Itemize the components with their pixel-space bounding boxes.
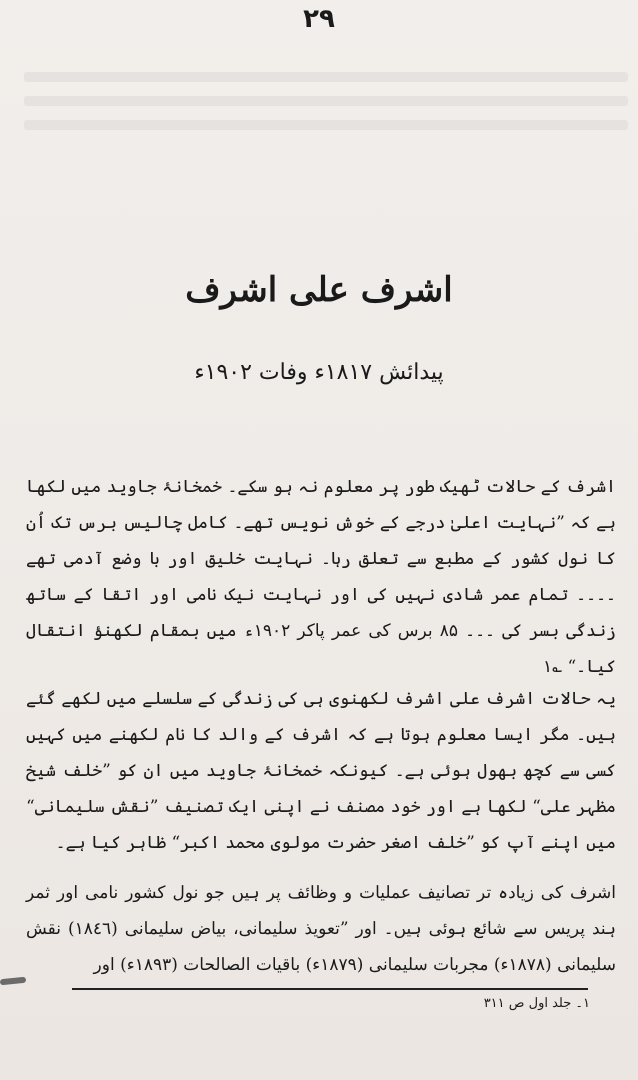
bleed-through-text [24,96,628,106]
footnote: ١۔ جلد اول ص ٣١١ [483,996,590,1011]
ink-mark [0,977,26,986]
page-number: ٢٩ [303,4,335,34]
footnote-divider [72,988,588,990]
bleed-through-text [24,120,628,130]
birth-death-dates: پیدائش ١٨١٧ء وفات ١٩٠٢ء [194,360,444,385]
paragraph-3: اشرف کی زیادہ تر تصانیف عملیات و وظائف پر ہیں جو نول کشور نامی اور ثمر ہند پریس سے شائع ہوئی ہیں۔ اور ”تعویذ سلیمانی، بیاض سلیمانی (١٨٤٦) نقش سلیمانی (١٨٧٨ء) مجربات سلیمانی (١٨٧٩ء) باقیات الصالحات (١٨٩٣ء) اور [26,883,616,975]
paragraph-2: یہ حالات اشرف علی اشرف لکھنوی ہی کی زندگی کے سلسلے میں لکھے گئے ہیں۔ مگر ایسا معلوم ہوتا ہے کہ اشرف کے والد کا نام لکھنے میں کہیں کسی سے کچھ بھول ہوئی ہے۔ کیونکہ خمخانۂ جاوید میں ان کو ”خلف شیخ مظہر علی“ لکھا ہے اور خود مصنف نے اپنی ایک تصنیف ”نقش سلیمانی“ میں اپنے آپ کو ”خلف اصغر حضرت مولوی محمد اکبر“ ظاہر کیا ہے۔ [26,689,616,853]
bleed-through-text [24,72,628,82]
paragraph-1: اشرف کے حالات ٹھیک طور پر معلوم نہ ہو سکے۔ خمخانۂ جاوید میں لکھا ہے کہ ”نہایت اعلیٰ درجے کے خوش نویس تھے۔ کامل چالیس برس تک اُن کا نول کشور کے مطبع سے تعلق رہا۔ نہایت خلیق اور با وضع آدمی تھے ۔۔۔۔ تمام عمر شادی نہیں کی اور نہایت نیک نامی اور اتقا کے ساتھ زندگی بسر کی ۔۔۔ ۸۵ برس کی عمر پاکر ١٩٠٢ء میں بمقام لکھنؤ انتقال کیا۔“ ؎١ [26,477,616,677]
chapter-title: اشرف علی اشرف [185,270,453,310]
